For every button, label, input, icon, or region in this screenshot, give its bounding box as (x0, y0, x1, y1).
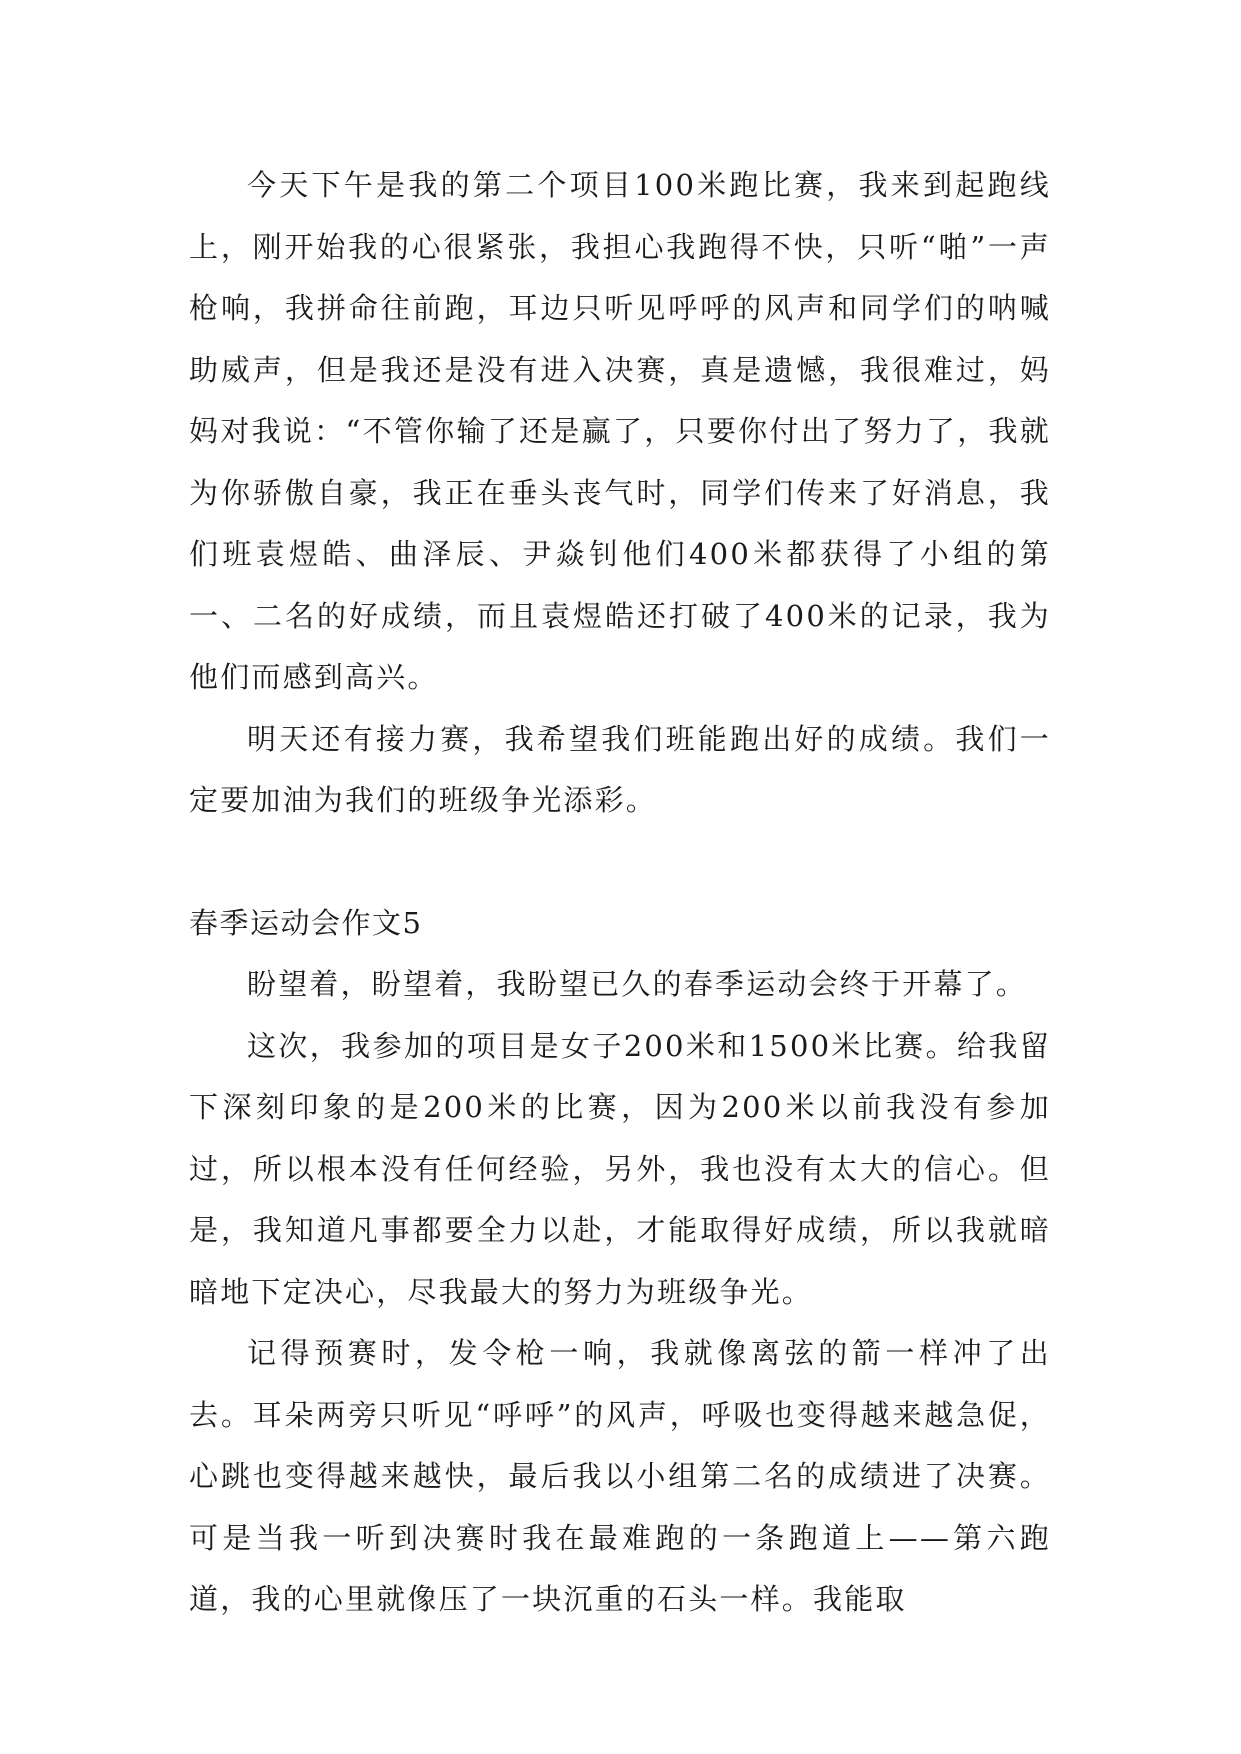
paragraph: 今天下午是我的第二个项目100米跑比赛，我来到起跑线上，刚开始我的心很紧张，我担心我跑得不快，只听“啪”一声枪响，我拼命往前跑，耳边只听见呼呼的风声和同学们的呐喊助威声，但是我还是没有进入决赛，真是遗憾，我很难过，妈妈对我说：“不管你输了还是赢了，只要你付出了努力了，我就为你骄傲自豪，我正在垂头丧气时，同学们传来了好消息，我们班袁煜皓、曲泽辰、尹焱钊他们400米都获得了小组的第一、二名的好成绩，而且袁煜皓还打破了400米的记录，我为他们而感到高兴。 (189, 168, 1051, 694)
paragraph: 盼望着，盼望着，我盼望已久的春季运动会终于开幕了。 (247, 967, 1028, 1001)
section-spacer (189, 832, 1051, 893)
document-body (189, 155, 1051, 1631)
paragraph: 记得预赛时，发令枪一响，我就像离弦的箭一样冲了出去。耳朵两旁只听见“呼呼”的风声，呼吸也变得越来越急促，心跳也变得越来越快，最后我以小组第二名的成绩进了决赛。可是当我一听到决赛时我在最难跑的一条跑道上——第六跑道，我的心里就像压了一块沉重的石头一样。我能取 (189, 1336, 1051, 1616)
paragraph: 明天还有接力赛，我希望我们班能跑出好的成绩。我们一定要加油为我们的班级争光添彩。 (189, 721, 1051, 817)
section-title: 春季运动会作文5 (189, 905, 423, 940)
paragraph: 这次，我参加的项目是女子200米和1500米比赛。给我留下深刻印象的是200米的比赛，因为200米以前我没有参加过，所以根本没有任何经验，另外，我也没有太大的信心。但是，我知道凡事都要全力以赴，才能取得好成绩，所以我就暗暗地下定决心，尽我最大的努力为班级争光。 (189, 1028, 1051, 1309)
